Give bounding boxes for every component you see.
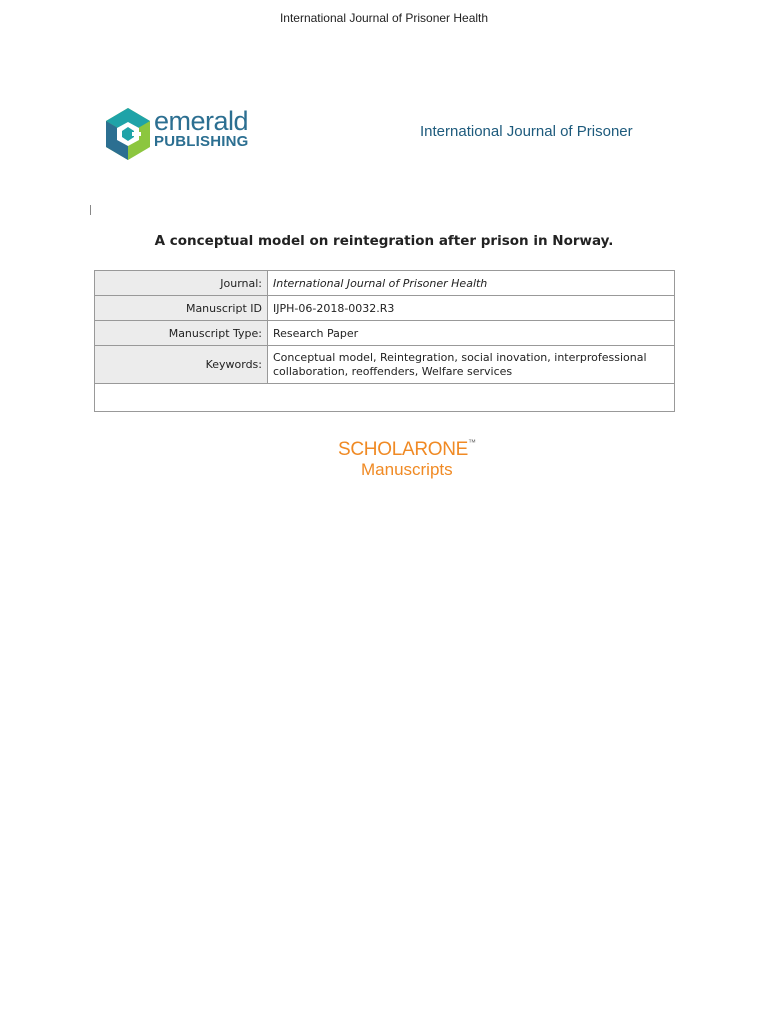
keywords-value: Conceptual model, Reintegration, social inovation, interprofessional collaboration, reoffenders, Welfare services — [268, 346, 675, 384]
scholarone-logo — [338, 439, 476, 461]
running-header: International Journal of Prisoner Health — [279, 11, 489, 25]
manuscripts-wordmark: Manuscripts — [361, 460, 453, 479]
manuscript-metadata-table — [94, 270, 675, 412]
emerald-publishing-logo — [106, 106, 256, 162]
keywords-label: Keywords: — [95, 346, 268, 384]
document-title: A conceptual model on reintegration after prison in Norway. — [154, 233, 614, 249]
manuscript-type-label: Manuscript Type: — [95, 321, 268, 346]
emerald-logo-icon — [106, 108, 150, 160]
journal-value: International Journal of Prisoner Health — [268, 271, 675, 296]
logo-wordmark-publishing: PUBLISHING — [154, 133, 249, 150]
scholarone-wordmark: SCHOLARONE — [338, 439, 469, 460]
journal-label: Journal: — [95, 271, 268, 296]
text-cursor-mark — [90, 205, 91, 215]
journal-banner: International Journal of Prisoner — [420, 123, 633, 140]
logo-wordmark-emerald: emerald — [154, 106, 249, 136]
manuscript-id-value: IJPH-06-2018-0032.R3 — [268, 296, 675, 321]
manuscript-id-label: Manuscript ID — [95, 296, 268, 321]
table-row — [95, 346, 675, 384]
table-row-empty — [95, 384, 675, 412]
trademark-symbol: ™ — [468, 438, 476, 447]
empty-cell — [95, 384, 675, 412]
table-row — [95, 296, 675, 321]
table-row — [95, 321, 675, 346]
table-row — [95, 271, 675, 296]
manuscript-type-value: Research Paper — [268, 321, 675, 346]
